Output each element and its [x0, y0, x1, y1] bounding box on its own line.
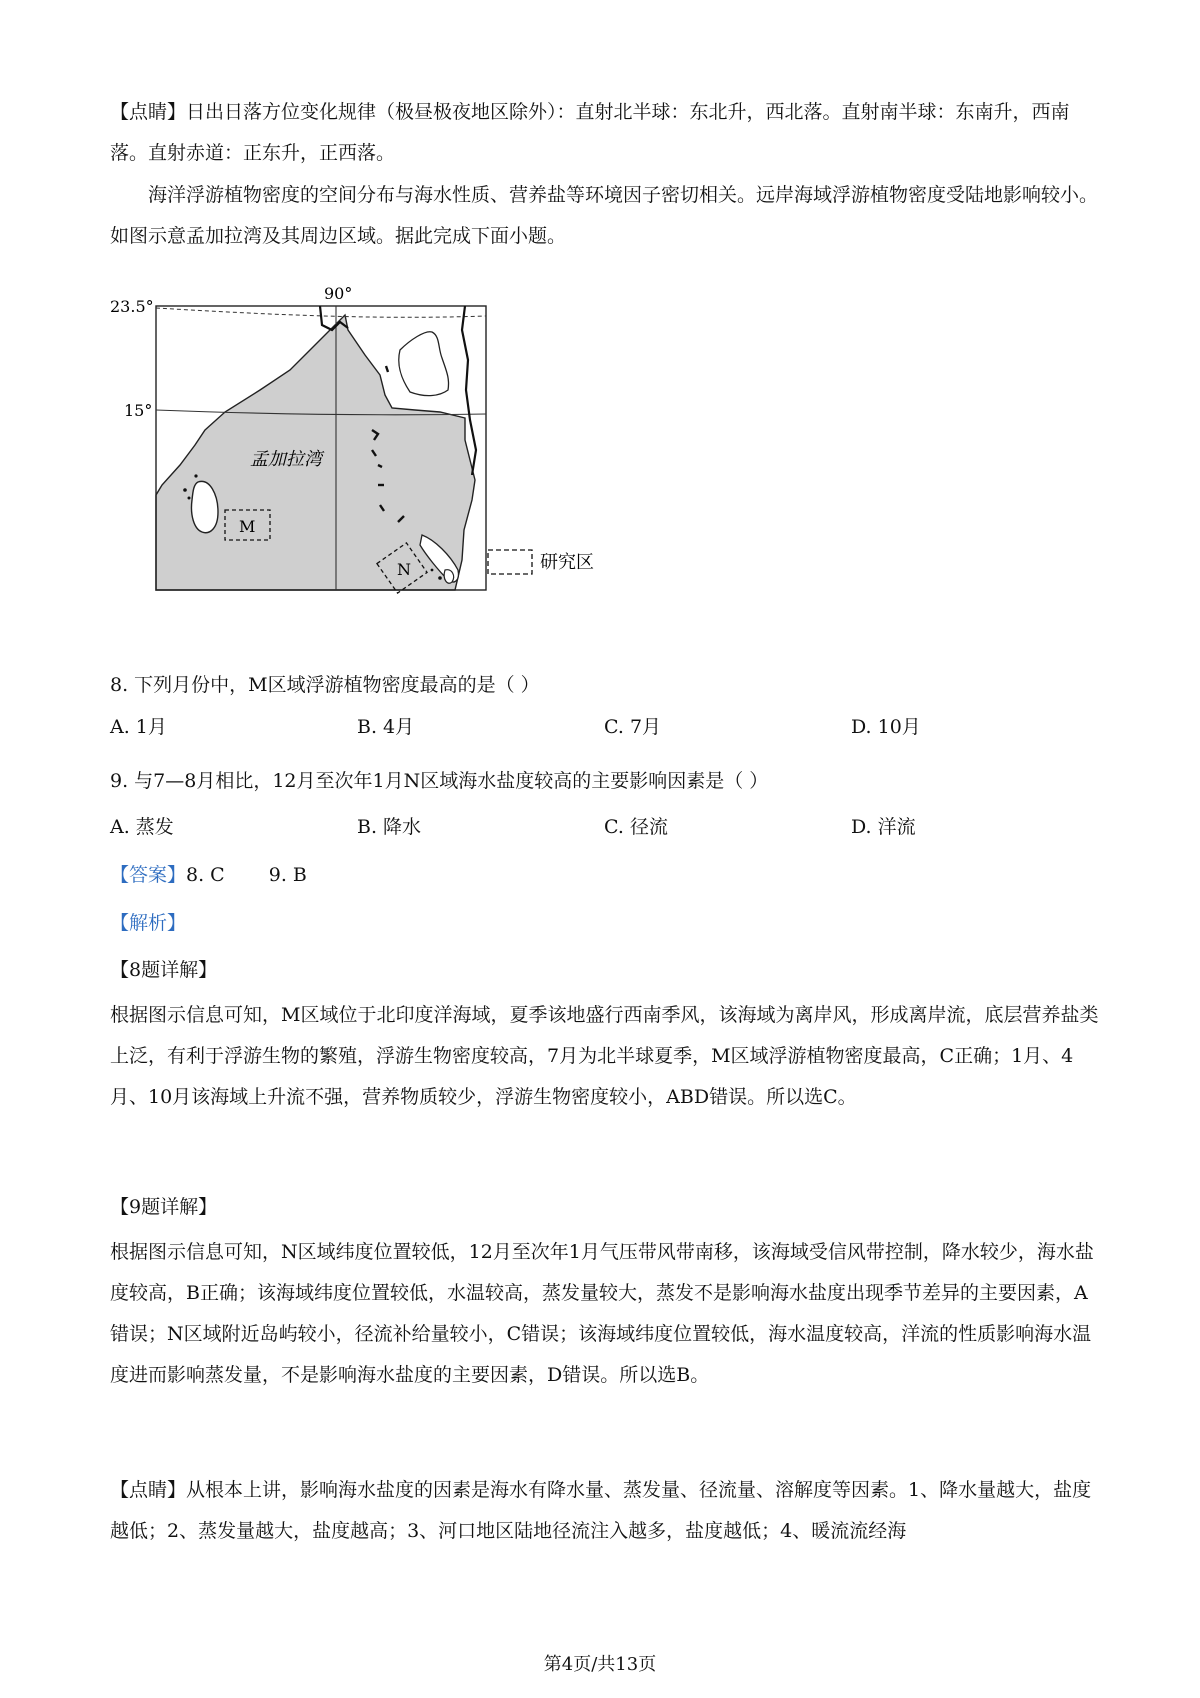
latitude-23-5-label: 23.5° — [110, 297, 154, 316]
analysis-label: 【解析】 — [110, 912, 187, 934]
bay-of-bengal-map — [110, 284, 670, 655]
latitude-15-label: 15° — [124, 401, 153, 420]
answer-9: 9. B — [268, 864, 307, 886]
region-n-label: N — [397, 560, 411, 579]
answer-8: 8. C — [186, 864, 225, 886]
q8-option-c: C. 7月 — [604, 716, 662, 738]
detail-9-text: 根据图示信息可知，N区域纬度位置较低，12月至次年1月气压带风带南移，该海域受信风带控制，降水较少，海水盐度较高，B正确；该海域纬度位置较低，水温较高，蒸发量较大，蒸发不是影响海水盐度出现季节差异的主要因素，A错误；N区域附近岛屿较小，径流补给量较小，C错误；该海域纬度位置较低，海水温度较高，洋流的性质影响海水温度进而影响蒸发量，不是影响海水盐度的主要因素，D错误。所以选B。 — [110, 1241, 1094, 1386]
sea-label: 孟加拉湾 — [250, 449, 322, 470]
detail-8-title: 【8题详解】 — [110, 959, 218, 981]
longitude-90-label: 90° — [324, 284, 353, 303]
q9-option-d: D. 洋流 — [851, 816, 916, 838]
q9-option-c: C. 径流 — [604, 816, 668, 838]
legend-label: 研究区 — [540, 552, 594, 573]
tip-paragraph-2: 【点睛】从根本上讲，影响海水盐度的因素是海水有降水量、蒸发量、径流量、溶解度等因素。1、降水量越大，盐度越低；2、蒸发量越大，盐度越高；3、河口地区陆地径流注入越多，盐度越低；4、暖流流经海 — [110, 1479, 1092, 1542]
q9-option-b: B. 降水 — [357, 816, 422, 838]
intro-paragraph: 海洋浮游植物密度的空间分布与海水性质、营养盐等环境因子密切相关。远岸海域浮游植物密度受陆地影响较小。如图示意孟加拉湾及其周边区域。据此完成下面小题。 — [110, 184, 1099, 247]
detail-9-title: 【9题详解】 — [110, 1196, 218, 1218]
region-m-label: M — [239, 517, 256, 536]
answer-line — [110, 860, 307, 890]
detail-8-text: 根据图示信息可知，M区域位于北印度洋海域，夏季该地盛行西南季风，该海域为离岸风，形成离岸流，底层营养盐类上泛，有利于浮游生物的繁殖，浮游生物密度较高，7月为北半球夏季，M区域浮游植物密度最高，C正确；1月、4月、10月该海域上升流不强，营养物质较少，浮游生物密度较小，ABD错误。所以选C。 — [110, 1004, 1099, 1108]
q8-option-a: A. 1月 — [110, 716, 167, 738]
legend-box — [488, 550, 532, 574]
land-peninsula — [399, 332, 449, 396]
answer-label: 【答案】 — [110, 864, 187, 886]
q9-option-a: A. 蒸发 — [110, 816, 174, 838]
q8-option-b: B. 4月 — [357, 716, 415, 738]
island-small — [444, 570, 453, 584]
tip-paragraph-1: 【点睛】日出日落方位变化规律（极昼极夜地区除外）：直射北半球：东北升，西北落。直射南半球：东南升，西南落。直射赤道：正东升，正西落。 — [110, 101, 1070, 164]
page-footer: 第4页/共13页 — [543, 1654, 657, 1675]
question-9-stem: 9. 与7—8月相比，12月至次年1月N区域海水盐度较高的主要影响因素是（ ） — [110, 770, 769, 792]
q8-option-d: D. 10月 — [851, 716, 921, 738]
question-8-stem: 8. 下列月份中，M区域浮游植物密度最高的是（ ） — [110, 674, 540, 696]
